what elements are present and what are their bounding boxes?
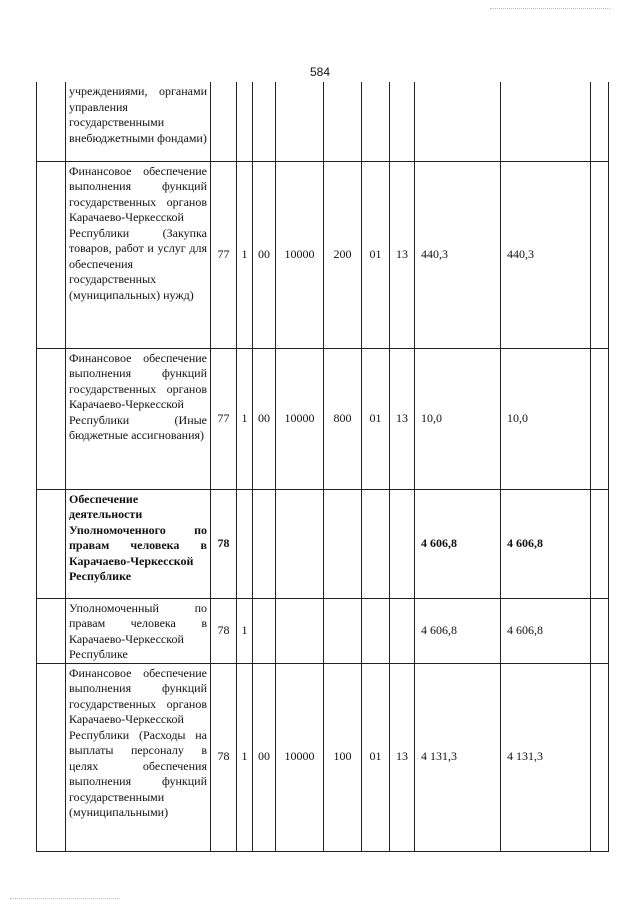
spacer-cell: [591, 663, 609, 851]
expense-type-cell: 800: [324, 348, 362, 489]
budget-table: [36, 82, 609, 852]
expense-type-cell: 200: [324, 161, 362, 348]
ministry-cell: 77: [211, 161, 237, 348]
spacer-cell: [591, 598, 609, 663]
ministry-cell: 77: [211, 348, 237, 489]
expense-type-cell: [324, 598, 362, 663]
ministry-cell: 78: [211, 663, 237, 851]
table-row: [37, 348, 609, 489]
row-index-cell: [37, 161, 66, 348]
amount2-cell: 4 606,8: [501, 598, 591, 663]
description-cell: Финансовое обеспечение выполнения функций государственных органов Карачаево-Черкесской Республики (Закупка товаров, работ и услуг для обеспечения государственных (муниципальных) нужд): [66, 161, 211, 348]
amount-cell: 4 606,8: [415, 598, 501, 663]
description-cell: Обеспечение деятельности Уполномоченного по правам человека в Карачаево-Черкесской Республике: [66, 489, 211, 598]
table-row: [37, 161, 609, 348]
subchapter-cell: 13: [390, 348, 415, 489]
amount-cell: 440,3: [415, 161, 501, 348]
section-cell: [237, 489, 253, 598]
table-row: [37, 82, 609, 161]
chapter-cell: 01: [362, 348, 390, 489]
amount-cell: [415, 82, 501, 161]
ministry-cell: 78: [211, 598, 237, 663]
subsection-cell: 00: [253, 161, 276, 348]
subsection-cell: 00: [253, 663, 276, 851]
expense-type-cell: [324, 489, 362, 598]
section-cell: 1: [237, 348, 253, 489]
chapter-cell: [362, 82, 390, 161]
amount2-cell: 4 606,8: [501, 489, 591, 598]
subchapter-cell: [390, 489, 415, 598]
subchapter-cell: [390, 598, 415, 663]
subchapter-cell: [390, 82, 415, 161]
table-row: [37, 663, 609, 851]
subchapter-cell: 13: [390, 663, 415, 851]
expense-type-cell: 100: [324, 663, 362, 851]
chapter-cell: [362, 489, 390, 598]
subchapter-cell: 13: [390, 161, 415, 348]
amount-cell: 4 131,3: [415, 663, 501, 851]
ministry-cell: 78: [211, 489, 237, 598]
amount-cell: 4 606,8: [415, 489, 501, 598]
scan-mark-top: [490, 8, 610, 10]
scan-mark-bottom: [10, 898, 120, 899]
section-cell: 1: [237, 598, 253, 663]
spacer-cell: [591, 489, 609, 598]
expense-type-cell: [324, 82, 362, 161]
row-index-cell: [37, 598, 66, 663]
section-cell: 1: [237, 161, 253, 348]
target-cell: 10000: [276, 161, 324, 348]
page-number: 584: [309, 65, 331, 79]
description-cell: Финансовое обеспечение выполнения функций государственных органов Карачаево-Черкесской Республики (Расходы на выплаты персоналу в целях обеспечения выполнения функций государственными (муниципальными): [66, 663, 211, 851]
section-cell: 1: [237, 663, 253, 851]
amount2-cell: 440,3: [501, 161, 591, 348]
chapter-cell: 01: [362, 663, 390, 851]
description-cell: учреждениями, органами управления государственными внебюджетными фондами): [66, 82, 211, 161]
subsection-cell: [253, 489, 276, 598]
subsection-cell: [253, 598, 276, 663]
row-index-cell: [37, 663, 66, 851]
table-row: [37, 598, 609, 663]
row-index-cell: [37, 348, 66, 489]
subsection-cell: 00: [253, 348, 276, 489]
subsection-cell: [253, 82, 276, 161]
row-index-cell: [37, 82, 66, 161]
row-index-cell: [37, 489, 66, 598]
target-cell: [276, 489, 324, 598]
spacer-cell: [591, 82, 609, 161]
ministry-cell: [211, 82, 237, 161]
description-cell: Финансовое обеспечение выполнения функций государственных органов Карачаево-Черкесской Республики (Иные бюджетные ассигнования): [66, 348, 211, 489]
chapter-cell: 01: [362, 161, 390, 348]
target-cell: 10000: [276, 348, 324, 489]
amount2-cell: 10,0: [501, 348, 591, 489]
description-cell: Уполномоченный по правам человека в Карачаево-Черкесской Республике: [66, 598, 211, 663]
chapter-cell: [362, 598, 390, 663]
target-cell: 10000: [276, 663, 324, 851]
target-cell: [276, 598, 324, 663]
amount-cell: 10,0: [415, 348, 501, 489]
target-cell: [276, 82, 324, 161]
amount2-cell: 4 131,3: [501, 663, 591, 851]
amount2-cell: [501, 82, 591, 161]
section-cell: [237, 82, 253, 161]
table-row: [37, 489, 609, 598]
spacer-cell: [591, 348, 609, 489]
spacer-cell: [591, 161, 609, 348]
